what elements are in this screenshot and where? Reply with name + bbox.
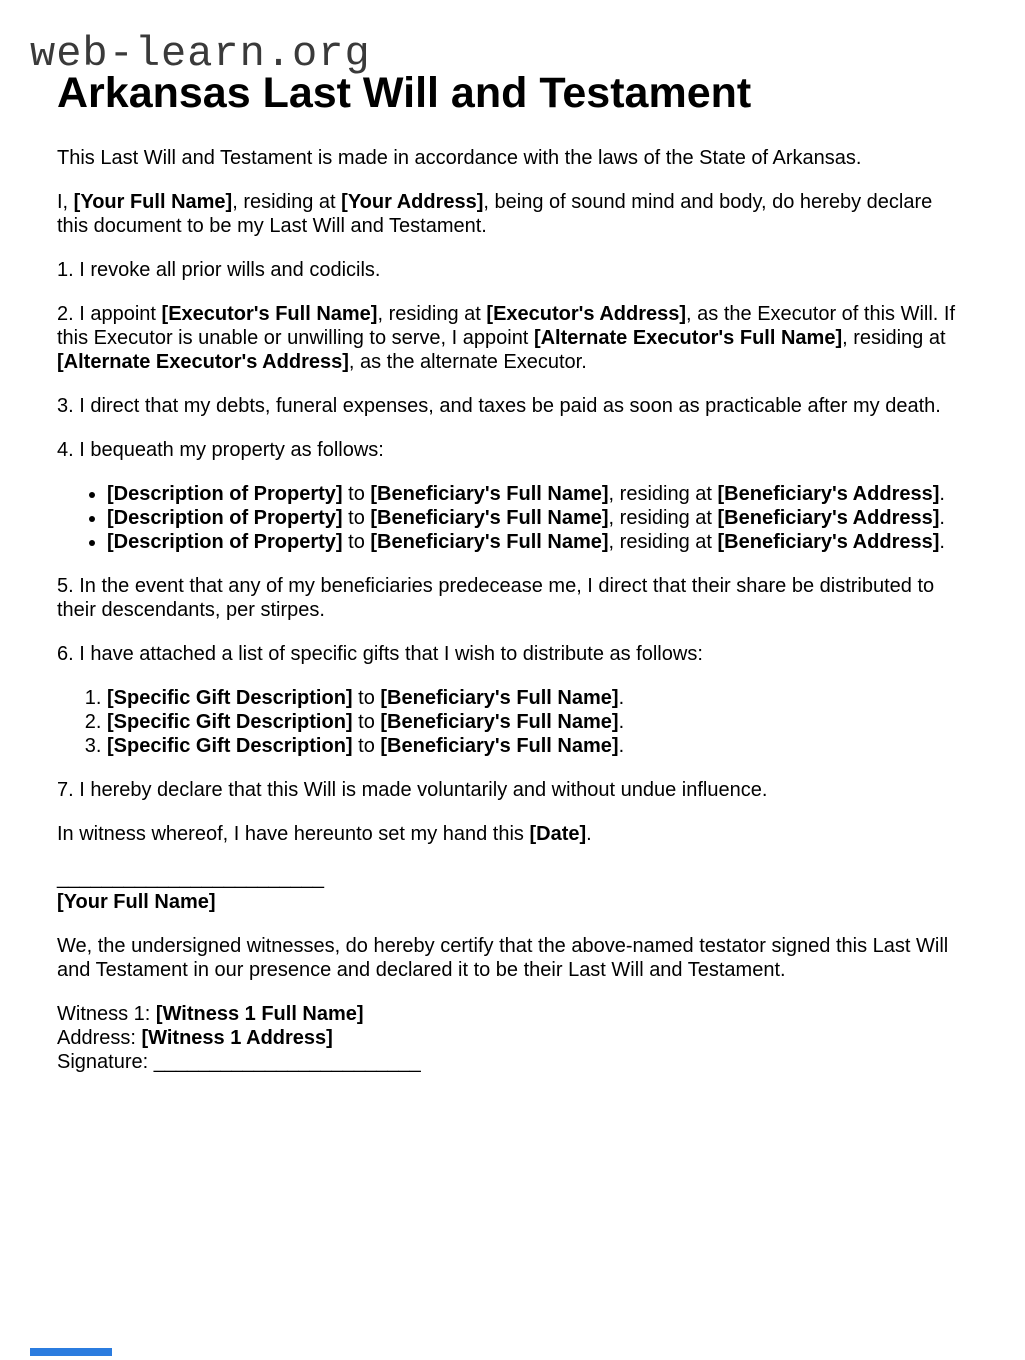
text-segment: I, (57, 191, 74, 213)
text-segment: In witness whereof, I have hereunto set my hand this (57, 823, 530, 845)
specific-gift-list (57, 686, 967, 758)
text-segment: . (939, 507, 945, 529)
witness-certification-paragraph (57, 934, 967, 982)
witness-1-address-label: Address: (57, 1027, 142, 1049)
bequest-list (57, 482, 967, 554)
text-segment: 3. I direct that my debts, funeral expenses, and taxes be paid as soon as practicable after my death. (57, 395, 941, 417)
text-segment: . (618, 687, 625, 709)
bequest-item (107, 506, 967, 530)
placeholder-specific-gift-description: [Specific Gift Description] (107, 735, 353, 757)
placeholder-specific-gift-description: [Specific Gift Description] (107, 687, 353, 709)
placeholder-specific-gift-description: [Specific Gift Description] (107, 711, 353, 733)
placeholder-date: [Date] (529, 823, 587, 845)
text-segment: , residing at (232, 191, 342, 213)
placeholder-witness-1-full-name: [Witness 1 Full Name] (155, 1003, 364, 1025)
text-segment: , residing at (608, 483, 718, 505)
witness-1-block (57, 1002, 967, 1074)
witness-1-signature-line: ________________________ (153, 1051, 421, 1073)
witness-1-label: Witness 1: (57, 1003, 156, 1025)
testator-signature-line: ________________________ (57, 867, 324, 889)
text-segment: , residing at (377, 303, 487, 325)
text-segment: to (342, 507, 371, 529)
text-segment: , as the Executor of this Will. If this Executor is unable or unwilling to serve, I appoint (57, 303, 956, 349)
text-segment: 2. I appoint (57, 303, 162, 325)
text-segment: . (939, 531, 945, 553)
specific-gift-item (107, 710, 967, 734)
placeholder-your-address: [Your Address] (341, 191, 484, 213)
text-segment: We, the undersigned witnesses, do hereby certify that the above-named testator signed this Last Will and Testament in our presence and declared it to be their Last Will and Testament. (57, 935, 949, 981)
text-segment: , residing at (608, 507, 718, 529)
placeholder-beneficiary-full-name: [Beneficiary's Full Name] (370, 507, 609, 529)
placeholder-property-description: [Description of Property] (107, 483, 343, 505)
text-segment: 5. In the event that any of my beneficiaries predecease me, I direct that their share be distributed to their descendants, per stirpes. (57, 575, 935, 621)
bequest-item (107, 530, 967, 554)
text-segment: , as the alternate Executor. (348, 351, 587, 373)
testator-signature-block (57, 866, 967, 914)
witness-1-signature-label: Signature: (57, 1051, 154, 1073)
text-segment: 4. I bequeath my property as follows: (57, 439, 384, 461)
text-segment: to (342, 531, 371, 553)
placeholder-beneficiary-full-name: [Beneficiary's Full Name] (380, 711, 619, 733)
clause-debts (57, 394, 967, 418)
witness-whereof-paragraph (57, 822, 967, 846)
text-segment: to (352, 735, 381, 757)
placeholder-executor-address: [Executor's Address] (486, 303, 687, 325)
bottom-blue-bar (30, 1348, 112, 1356)
placeholder-your-full-name: [Your Full Name] (73, 191, 233, 213)
declaration-paragraph (57, 190, 967, 238)
document-body (0, 68, 1025, 1074)
placeholder-testator-name: [Your Full Name] (57, 891, 216, 913)
site-logo[interactable]: web-learn.org (30, 30, 371, 78)
text-segment: . (939, 483, 945, 505)
placeholder-executor-full-name: [Executor's Full Name] (161, 303, 378, 325)
placeholder-alternate-executor-address: [Alternate Executor's Address] (57, 351, 349, 373)
text-segment: . (586, 823, 592, 845)
placeholder-beneficiary-full-name: [Beneficiary's Full Name] (370, 531, 609, 553)
placeholder-property-description: [Description of Property] (107, 507, 343, 529)
specific-gift-item (107, 686, 967, 710)
placeholder-alternate-executor-full-name: [Alternate Executor's Full Name] (533, 327, 843, 349)
clause-executor (57, 302, 967, 374)
clause-voluntary (57, 778, 967, 802)
text-segment: . (618, 711, 625, 733)
placeholder-beneficiary-full-name: [Beneficiary's Full Name] (380, 687, 619, 709)
text-segment: to (352, 711, 381, 733)
clause-bequeath-intro (57, 438, 967, 462)
placeholder-beneficiary-address: [Beneficiary's Address] (717, 507, 940, 529)
clause-per-stirpes (57, 574, 967, 622)
specific-gift-item (107, 734, 967, 758)
placeholder-beneficiary-address: [Beneficiary's Address] (717, 483, 940, 505)
placeholder-beneficiary-full-name: [Beneficiary's Full Name] (370, 483, 609, 505)
text-segment: 1. I revoke all prior wills and codicils. (57, 259, 381, 281)
page-title: Arkansas Last Will and Testament (57, 69, 752, 117)
text-segment: to (342, 483, 371, 505)
text-segment: , being of sound mind and body, do hereby declare this document to be my Last Will and Testament. (57, 191, 933, 237)
text-segment: This Last Will and Testament is made in accordance with the laws of the State of Arkansas. (57, 147, 862, 169)
placeholder-beneficiary-address: [Beneficiary's Address] (717, 531, 940, 553)
intro-paragraph (57, 146, 967, 170)
text-segment: , residing at (842, 327, 946, 349)
placeholder-property-description: [Description of Property] (107, 531, 343, 553)
placeholder-witness-1-address: [Witness 1 Address] (141, 1027, 333, 1049)
text-segment: 7. I hereby declare that this Will is made voluntarily and without undue influence. (57, 779, 768, 801)
bequest-item (107, 482, 967, 506)
clause-specific-gifts-intro (57, 642, 967, 666)
clause-revocation (57, 258, 967, 282)
text-segment: . (618, 735, 625, 757)
text-segment: to (352, 687, 381, 709)
placeholder-beneficiary-full-name: [Beneficiary's Full Name] (380, 735, 619, 757)
text-segment: 6. I have attached a list of specific gifts that I wish to distribute as follows: (57, 643, 703, 665)
text-segment: , residing at (608, 531, 718, 553)
